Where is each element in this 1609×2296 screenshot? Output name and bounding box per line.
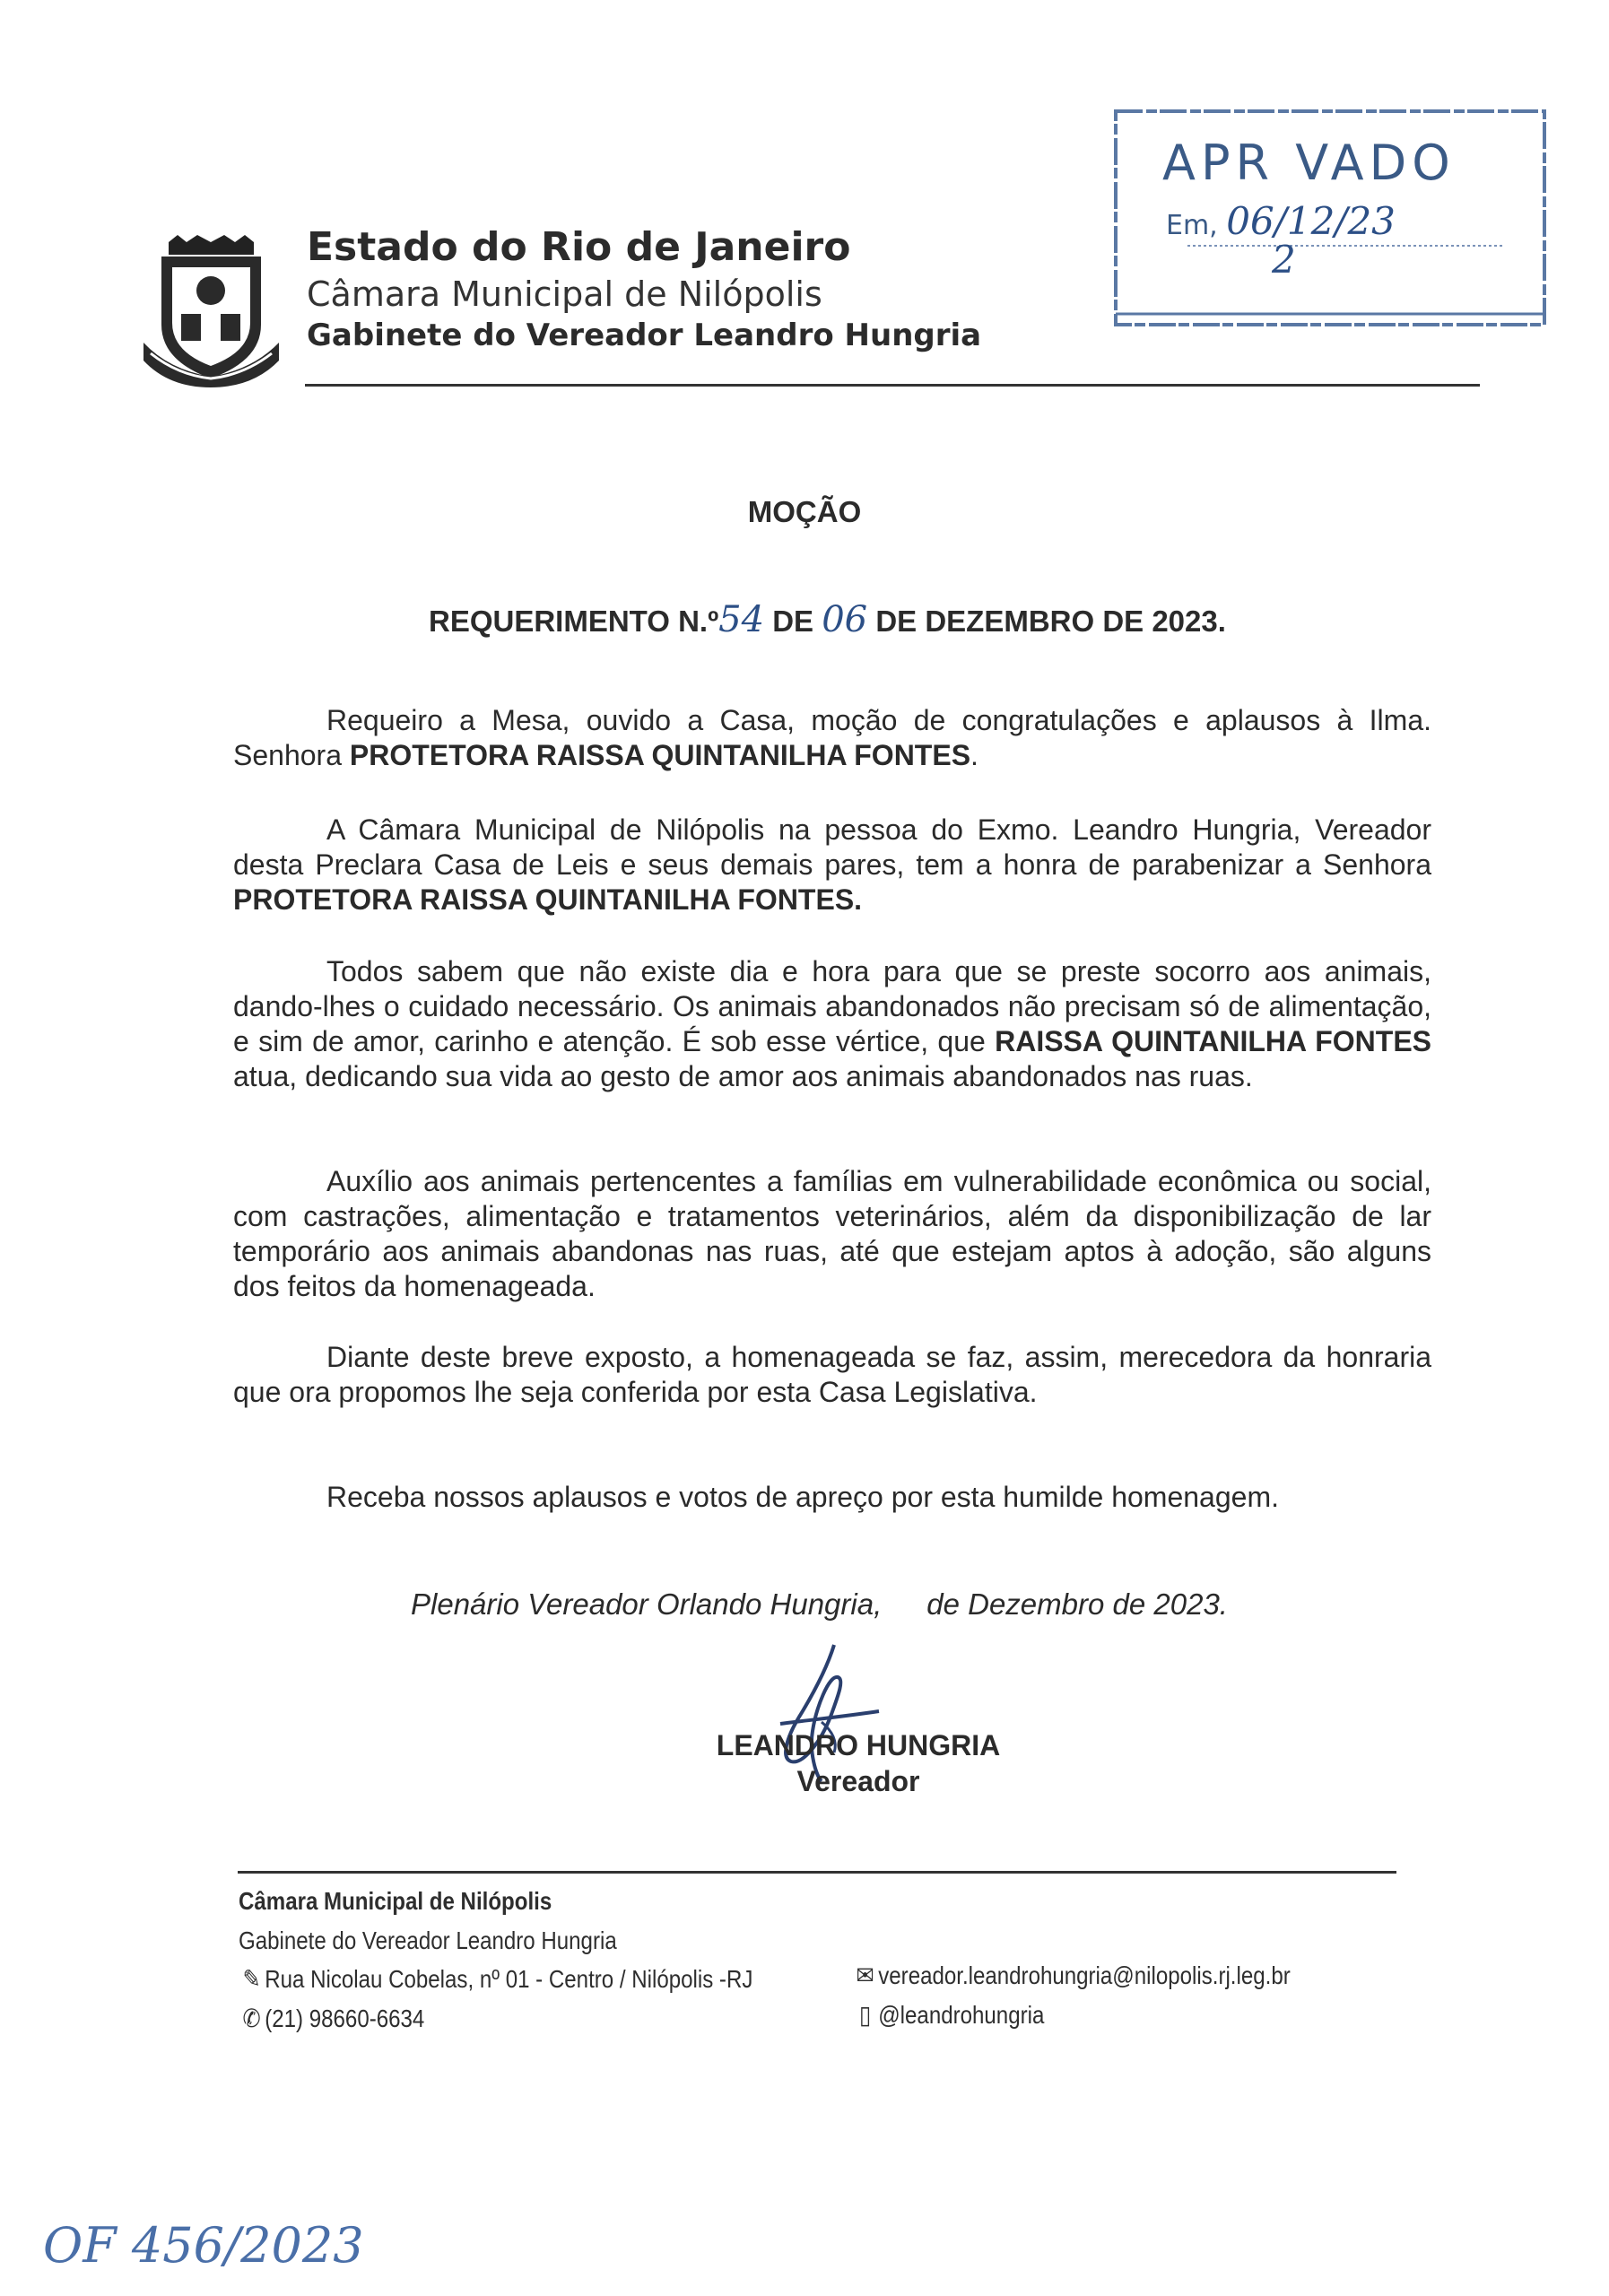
requerimento-prefix: REQUERIMENTO N.º	[429, 604, 719, 638]
paragraph-3: Todos sabem que não existe dia e hora para que se preste socorro aos animais, dando-lhes o cuidado necessário. Os animais abandonados não precisam só de alimentação, e sim de amor, carinho e atenção. É sob esse vértice, que RAISSA QUINTANILHA FONTES atua, dedicando sua vida ao gesto de amor aos animais abandonados nas ruas.	[233, 955, 1432, 1092]
requerimento-day: 06	[822, 599, 868, 640]
handwritten-office-number: OF 456/2023	[43, 2217, 364, 2274]
paragraph-6: Receba nossos aplausos e votos de apreço por esta humilde homenagem.	[326, 1481, 1279, 1513]
stamp-date-prefix: Em,	[1166, 210, 1218, 241]
document-title: MOÇÃO	[747, 495, 862, 528]
footer-office: Gabinete do Vereador Leandro Hungria	[239, 1926, 617, 1954]
signer-name: LEANDRO HUNGRIA	[716, 1729, 1001, 1761]
footer-address: ✎ Rua Nicolau Cobelas, nº 01 - Centro / Nilópolis -RJ	[239, 1964, 752, 1994]
phone-icon: ✆	[242, 2005, 261, 2032]
footer-divider	[238, 1871, 1396, 1874]
requerimento-suffix: DE DEZEMBRO DE 2023.	[875, 604, 1226, 638]
letterhead-office: Gabinete do Vereador Leandro Hungria	[307, 317, 982, 353]
footer-email[interactable]: ✉ vereador.leandrohungria@nilopolis.rj.leg.br	[852, 1961, 1291, 1990]
map-pin-icon: ✎	[242, 1965, 261, 1993]
signer-role: Vereador	[796, 1765, 920, 1797]
paragraph-2: A Câmara Municipal de Nilópolis na pessoa do Exmo. Leandro Hungria, Vereador desta Preclara Casa de Leis e seus demais pares, tem a honra de parabenizar a Senhora PROTETORA RAISSA QUINTANILHA FONTES.	[233, 813, 1431, 916]
requerimento-number: 54	[718, 599, 765, 640]
letterhead-chamber: Câmara Municipal de Nilópolis	[307, 274, 822, 314]
place-date-line	[411, 1587, 1228, 1622]
municipal-crest-logo	[142, 235, 281, 387]
plenario-date: de Dezembro de 2023.	[926, 1587, 1228, 1621]
header-divider	[305, 384, 1480, 387]
plenario-place: Plenário Vereador Orlando Hungria,	[411, 1587, 883, 1621]
stamp-title: APR VADO	[1162, 135, 1456, 191]
paragraph-1: Requeiro a Mesa, ouvido a Casa, moção de congratulações e aplausos à Ilma. Senhora PROTETORA RAISSA QUINTANILHA FONTES.	[233, 704, 1431, 771]
envelope-icon: ✉	[856, 1961, 874, 1989]
letterhead-state: Estado do Rio de Janeiro	[307, 224, 851, 270]
mobile-phone-icon: ▯	[858, 2001, 872, 2029]
footer-social[interactable]: ▯ @leandrohungria	[852, 2000, 1044, 2030]
requerimento-middle: DE	[772, 604, 814, 638]
paragraph-4: Auxílio aos animais pertencentes a famílias em vulnerabilidade econômica ou social, com castrações, alimentação e tratamentos veterinários, além da disponibilização de lar temporário aos animais abandonas nas ruas, até que estejam aptos à adoção, são alguns dos feitos da homenageada.	[233, 1165, 1431, 1302]
footer-phone: ✆ (21) 98660-6634	[239, 2004, 424, 2033]
stamp-date-handwritten: 06/12/23	[1226, 199, 1396, 243]
paragraph-5: Diante deste breve exposto, a homenageada se faz, assim, merecedora da honraria que ora propomos lhe seja conferida por esta Casa Legislativa.	[233, 1341, 1431, 1408]
requerimento-line	[429, 599, 1226, 640]
stamp-initial: 2	[1272, 238, 1296, 282]
footer-chamber: Câmara Municipal de Nilópolis	[239, 1887, 552, 1915]
handwritten-signature	[744, 1641, 897, 1785]
stamp-date	[1166, 199, 1396, 282]
